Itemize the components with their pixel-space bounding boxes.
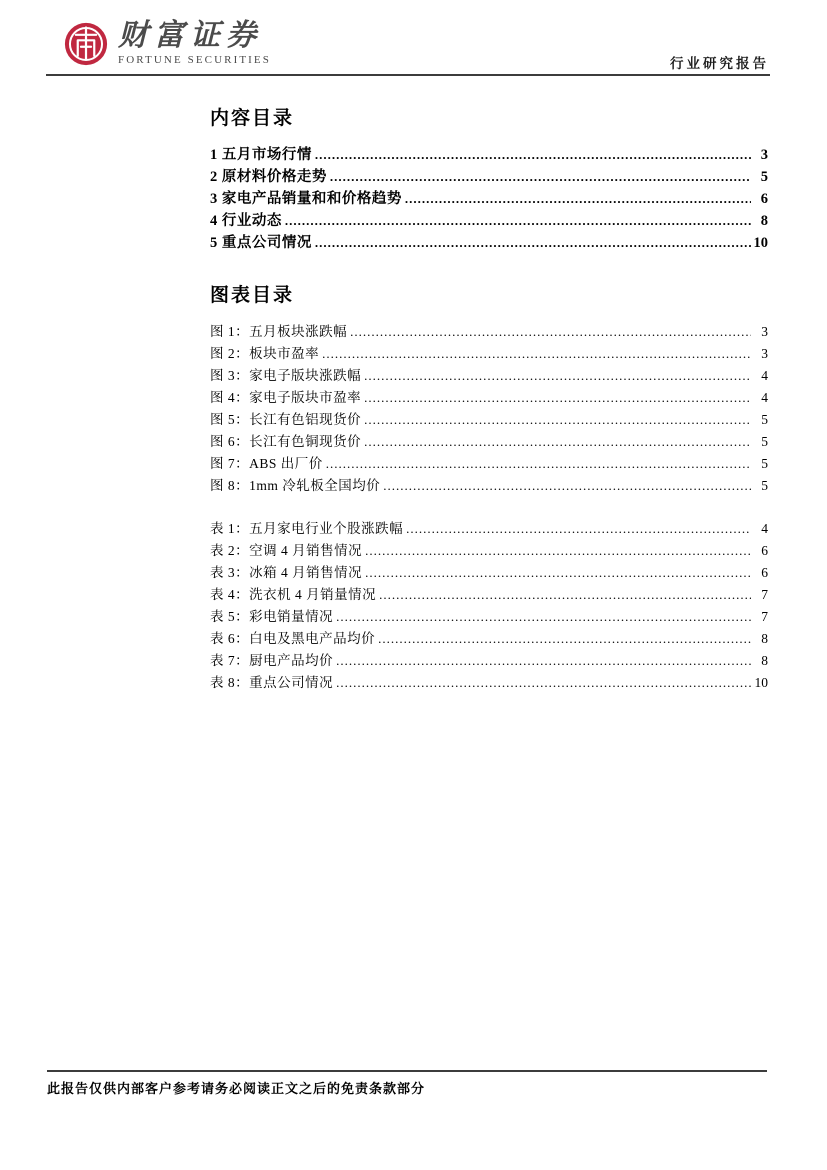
table-entry-page: 10 [754,675,768,690]
figure-entry-label: 图 7：ABS 出厂价 [210,456,323,471]
dot-leader [364,431,751,453]
toc-entry-label: 3 家电产品销量和和价格趋势 [210,191,402,207]
dot-leader [406,518,751,540]
brand-name-en: FORTUNE SECURITIES [118,54,271,66]
figure-entry[interactable] [210,431,768,453]
table-entry-page: 7 [761,587,768,602]
table-entry-page: 7 [761,609,768,624]
toc-entry-label: 5 重点公司情况 [210,235,312,251]
dot-leader [326,453,751,475]
dot-leader [315,144,751,166]
table-entry[interactable] [210,562,768,584]
figure-entry[interactable] [210,475,768,497]
dot-leader [330,166,751,188]
footer-disclaimer: 此报告仅供内部客户参考请务必阅读正文之后的免责条款部分 [47,1081,426,1096]
table-entry-label: 表 5：彩电销量情况 [210,609,334,624]
figure-entry[interactable] [210,321,768,343]
dot-leader [405,188,751,210]
table-entry-label: 表 3：冰箱 4 月销售情况 [210,565,363,580]
table-entry-page: 4 [761,521,768,536]
table-entry-label: 表 7：厨电产品均价 [210,653,334,668]
figure-entry-page: 3 [761,346,768,361]
dot-leader [285,210,751,232]
brand-seal-icon [64,22,108,66]
dot-leader [365,540,751,562]
tables-list [210,518,768,694]
contents-list [210,144,768,254]
table-entry[interactable] [210,584,768,606]
figure-entry-label: 图 2：板块市盈率 [210,346,320,361]
brand-logo [64,20,271,66]
toc-entry-page: 10 [753,235,768,251]
header-divider [46,74,770,76]
dot-leader [364,387,751,409]
toc-entry[interactable] [210,144,768,166]
toc-entry-page: 8 [760,213,768,229]
table-entry[interactable] [210,540,768,562]
figures-list [210,321,768,497]
figure-entry-page: 5 [761,478,768,493]
report-type-label: 行业研究报告 [670,56,769,71]
table-entry-page: 8 [761,631,768,646]
figure-entry[interactable] [210,409,768,431]
dot-leader [364,365,751,387]
toc-entry[interactable] [210,210,768,232]
toc-entry[interactable] [210,188,768,210]
figure-entry-label: 图 4：家电子版块市盈率 [210,390,362,405]
dot-leader [336,672,751,694]
dot-leader [379,584,751,606]
toc-entry-label: 2 原材料价格走势 [210,169,327,185]
brand-name-cn: 财富证券 [118,19,262,52]
toc-entry-page: 6 [760,191,768,207]
table-entry-page: 8 [761,653,768,668]
footer-divider [47,1070,767,1072]
dot-leader [350,321,751,343]
figure-entry[interactable] [210,453,768,475]
figure-entry-label: 图 6：长江有色铜现货价 [210,434,362,449]
figure-entry-label: 图 3：家电子版块涨跌幅 [210,368,362,383]
brand-text [118,20,271,66]
table-entry[interactable] [210,628,768,650]
table-entry-label: 表 4：洗衣机 4 月销量情况 [210,587,377,602]
toc-entry-label: 1 五月市场行情 [210,147,312,163]
figure-entry-page: 3 [761,324,768,339]
table-entry-page: 6 [761,543,768,558]
figure-entry-label: 图 8：1mm 冷轧板全国均价 [210,478,381,493]
toc-entry-label: 4 行业动态 [210,213,282,229]
table-entry[interactable] [210,518,768,540]
dot-leader [315,232,751,254]
list-gap [210,497,768,518]
dot-leader [364,409,751,431]
dot-leader [378,628,751,650]
dot-leader [383,475,751,497]
toc-entry-page: 5 [760,169,768,185]
figure-entry[interactable] [210,365,768,387]
figure-entry-page: 4 [761,368,768,383]
figure-entry-label: 图 1：五月板块涨跌幅 [210,324,348,339]
table-entry[interactable] [210,672,768,694]
figure-entry-page: 5 [761,412,768,427]
figure-entry-page: 4 [761,390,768,405]
table-entry-label: 表 6：白电及黑电产品均价 [210,631,376,646]
dot-leader [336,650,751,672]
table-entry[interactable] [210,606,768,628]
table-entry-page: 6 [761,565,768,580]
table-entry-label: 表 8：重点公司情况 [210,675,334,690]
contents-title: 内容目录 [210,108,295,129]
figure-entry-page: 5 [761,456,768,471]
figure-entry[interactable] [210,387,768,409]
dot-leader [322,343,751,365]
figure-entry[interactable] [210,343,768,365]
toc-column [210,108,768,694]
toc-entry-page: 3 [760,147,768,163]
table-entry-label: 表 1：五月家电行业个股涨跌幅 [210,521,404,536]
figures-title: 图表目录 [210,285,295,306]
figure-entry-label: 图 5：长江有色铝现货价 [210,412,362,427]
toc-entry[interactable] [210,166,768,188]
table-entry[interactable] [210,650,768,672]
table-entry-label: 表 2：空调 4 月销售情况 [210,543,363,558]
figure-entry-page: 5 [761,434,768,449]
dot-leader [336,606,751,628]
dot-leader [365,562,751,584]
toc-entry[interactable] [210,232,768,254]
